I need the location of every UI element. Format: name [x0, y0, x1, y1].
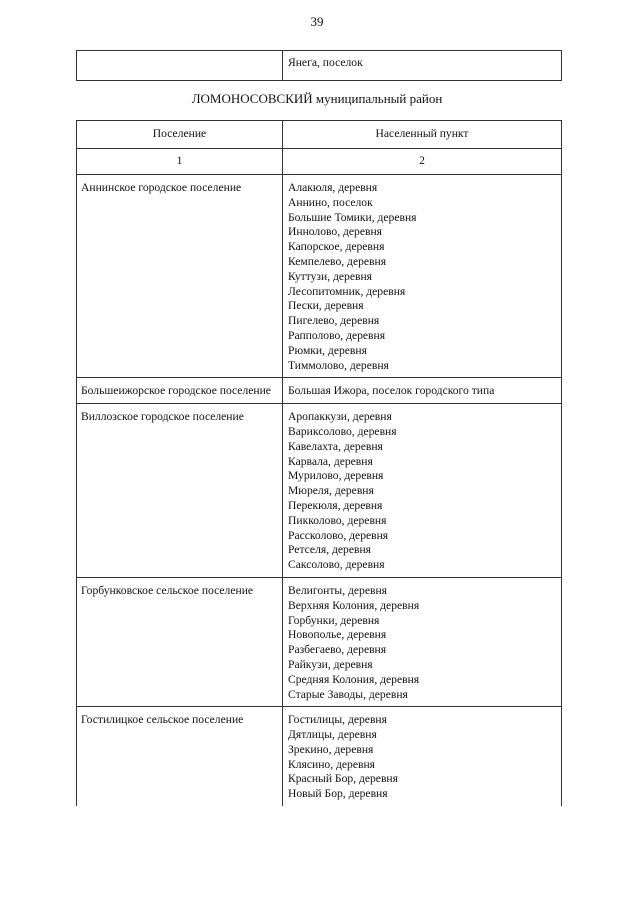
column-number-row [77, 149, 562, 175]
header-place: Населенный пункт [283, 121, 562, 149]
place-item: Мурилово, деревня [288, 469, 384, 483]
table-row [77, 378, 562, 404]
place-item: Пески, деревня [288, 299, 364, 313]
table-row [77, 577, 562, 706]
place-item: Куттузи, деревня [288, 269, 373, 283]
page-number: 39 [310, 14, 324, 29]
place-item: Горбунки, деревня [288, 613, 380, 627]
settlement-cell [77, 51, 283, 81]
place-item: Райкузи, деревня [288, 657, 373, 671]
places-cell [283, 707, 562, 806]
column-number-1: 1 [77, 149, 283, 175]
place-cell: Янега, поселок [283, 51, 562, 81]
place-item: Алакюля, деревня [288, 181, 378, 194]
table-row [77, 707, 562, 806]
places-cell [283, 378, 562, 404]
place-item: Велигонты, деревня [288, 583, 387, 597]
settlement-cell: Большеижорское городское поселение [77, 378, 283, 404]
continued-table [76, 50, 562, 81]
places-cell [283, 404, 562, 578]
settlement-cell: Горбунковское сельское поселение [77, 577, 283, 706]
places-cell [283, 175, 562, 378]
column-number-2: 2 [283, 149, 562, 175]
place-item: Тиммолово, деревня [288, 358, 389, 372]
place-item: Пигелево, деревня [288, 314, 380, 328]
place-item: Гостилицы, деревня [288, 713, 387, 727]
place-item: Перекюля, деревня [288, 498, 383, 512]
place-item: Вариксолово, деревня [288, 424, 397, 438]
place-item: Новый Бор, деревня [288, 787, 388, 801]
place-item: Карвала, деревня [288, 454, 373, 468]
table-row [77, 404, 562, 578]
place-item: Старые Заводы, деревня [288, 687, 408, 701]
place-item: Аропаккузи, деревня [288, 410, 392, 424]
place-item: Иннолово, деревня [288, 225, 382, 239]
place-item: Красный Бор, деревня [288, 772, 398, 786]
place-item: Большие Томики, деревня [288, 210, 417, 224]
settlement-cell: Виллозское городское поселение [77, 404, 283, 578]
place-item: Средняя Колония, деревня [288, 672, 420, 686]
place-item: Кавелахта, деревня [288, 439, 383, 453]
place-item: Зрекино, деревня [288, 742, 374, 756]
place-item: Саксолово, деревня [288, 558, 385, 572]
settlements-table [76, 120, 562, 806]
place-item: Разбегаево, деревня [288, 643, 387, 657]
place-item: Большая Ижора, поселок городского типа [288, 384, 495, 398]
table-row [77, 51, 562, 81]
place-item: Мюреля, деревня [288, 484, 374, 498]
settlement-cell: Гостилицкое сельское поселение [77, 707, 283, 806]
place-item: Пикколово, деревня [288, 513, 387, 527]
settlement-cell: Аннинское городское поселение [77, 175, 283, 378]
place-item: Ретселя, деревня [288, 543, 371, 557]
place-item: Дятлицы, деревня [288, 728, 377, 742]
place-item: Рапполово, деревня [288, 328, 386, 342]
places-cell [283, 577, 562, 706]
table-body [77, 175, 562, 807]
place-item: Рюмки, деревня [288, 343, 367, 357]
place-item: Капорское, деревня [288, 240, 385, 254]
place-item: Кемпелево, деревня [288, 254, 387, 268]
table-header-row [77, 121, 562, 149]
header-settlement: Поселение [77, 121, 283, 149]
place-item: Аннино, поселок [288, 195, 373, 209]
place-item: Клясино, деревня [288, 757, 375, 771]
place-item: Новополье, деревня [288, 628, 387, 642]
district-title: ЛОМОНОСОВСКИЙ муниципальный район [191, 91, 443, 106]
place-item: Лесопитомник, деревня [288, 284, 406, 298]
place-item: Рассколово, деревня [288, 528, 389, 542]
table-row [77, 175, 562, 378]
place-item: Верхняя Колония, деревня [288, 598, 420, 612]
